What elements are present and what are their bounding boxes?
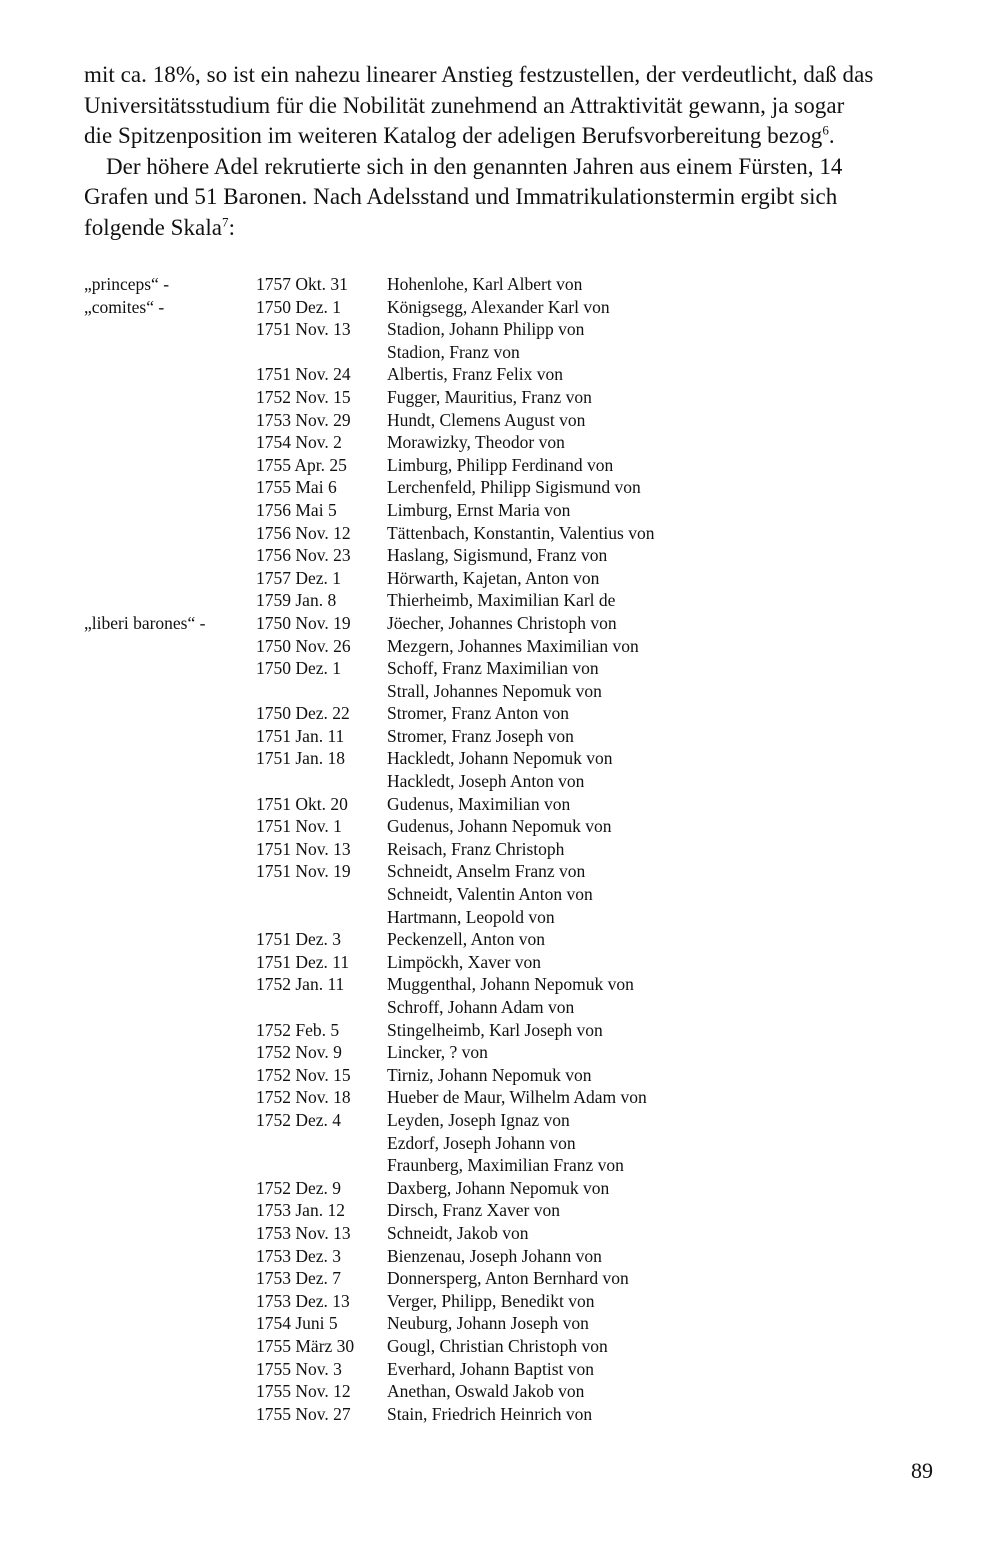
rank-label: „liberi barones“ - (84, 612, 206, 633)
matriculation-date: 1755 Nov. 12 (256, 1381, 351, 1402)
matriculation-date: 1752 Nov. 9 (256, 1042, 342, 1063)
matriculation-date: 1757 Okt. 31 (256, 274, 348, 294)
student-name: Stromer, Franz Anton von (387, 703, 570, 724)
matriculation-date: 1755 März 30 (256, 1335, 355, 1356)
student-name: Schroff, Johann Adam von (387, 997, 575, 1017)
roster-row (84, 1245, 944, 1268)
matriculation-date: 1750 Dez. 1 (256, 658, 342, 679)
roster-row (84, 838, 944, 861)
roster-row (84, 386, 944, 409)
roster-row (84, 906, 944, 929)
student-name: Dirsch, Franz Xaver von (387, 1200, 561, 1221)
roster-row (84, 567, 944, 590)
matriculation-date: 1752 Nov. 18 (256, 1087, 351, 1108)
matriculation-date: 1751 Okt. 20 (256, 793, 348, 814)
matriculation-date: 1755 Apr. 25 (256, 454, 347, 475)
student-name: Hackledt, Joseph Anton von (387, 771, 585, 792)
matriculation-date: 1753 Nov. 29 (256, 409, 351, 430)
matriculation-date: 1751 Nov. 19 (256, 861, 351, 882)
roster-row (84, 1222, 944, 1245)
student-name: Jöecher, Johannes Christoph von (387, 612, 617, 633)
matriculation-date: 1751 Dez. 11 (256, 951, 350, 972)
student-name: Daxberg, Johann Nepomuk von (387, 1177, 610, 1198)
student-name: Hartmann, Leopold von (387, 906, 555, 927)
student-name: Mezgern, Johannes Maximilian von (387, 635, 639, 656)
student-name: Donnersperg, Anton Bernhard von (387, 1268, 629, 1289)
roster-row (84, 996, 944, 1019)
student-name: Lerchenfeld, Philipp Sigismund von (387, 477, 641, 498)
matriculation-date: 1752 Feb. 5 (256, 1019, 340, 1040)
roster-row (84, 815, 944, 838)
matriculation-date: 1756 Nov. 23 (256, 545, 351, 566)
student-name: Limburg, Ernst Maria von (387, 499, 571, 520)
student-name: Schneidt, Jakob von (387, 1222, 529, 1243)
text-line: Grafen und 51 Baronen. Nach Adelsstand und Immatrikulationstermin ergibt sich (84, 184, 838, 209)
student-name: Muggenthal, Johann Nepomuk von (387, 974, 634, 995)
roster-row (84, 1109, 944, 1132)
roster-row (84, 770, 944, 793)
student-name: Gougl, Christian Christoph von (387, 1335, 608, 1356)
matriculation-date: 1752 Dez. 4 (256, 1109, 342, 1130)
matriculation-date: 1753 Nov. 13 (256, 1222, 351, 1243)
student-name: Hueber de Maur, Wilhelm Adam von (387, 1087, 647, 1108)
student-name: Thierheimb, Maximilian Karl de (387, 590, 616, 611)
student-name: Hundt, Clemens August von (387, 409, 586, 430)
student-name: Leyden, Joseph Ignaz von (387, 1109, 570, 1130)
rank-label: „comites“ - (84, 296, 165, 317)
matriculation-date: 1750 Dez. 22 (256, 703, 350, 724)
punctuation: . (828, 123, 835, 148)
student-name: Neuburg, Johann Joseph von (387, 1313, 589, 1334)
roster-row (84, 1086, 944, 1109)
student-name: Stain, Friedrich Heinrich von (387, 1403, 593, 1424)
matriculation-date: 1750 Nov. 19 (256, 612, 351, 633)
text-line: Der höhere Adel rekrutierte sich in den genannten Jahren aus einem Fürsten, 14 (106, 153, 843, 179)
matriculation-date: 1755 Nov. 27 (256, 1403, 351, 1424)
student-name: Everhard, Johann Baptist von (387, 1358, 595, 1379)
matriculation-date: 1752 Jan. 11 (256, 974, 345, 995)
roster-row (84, 951, 944, 974)
rank-label: „princeps“ - (84, 274, 170, 294)
roster-row (84, 1199, 944, 1222)
student-name: Stadion, Franz von (387, 341, 520, 362)
matriculation-date: 1753 Dez. 3 (256, 1245, 342, 1266)
matriculation-date: 1757 Dez. 1 (256, 567, 342, 588)
footnote-marker: 6 (822, 122, 829, 138)
matriculation-date: 1751 Nov. 24 (256, 364, 351, 385)
student-name: Hörwarth, Kajetan, Anton von (387, 567, 600, 588)
roster-row (84, 725, 944, 748)
roster-row (84, 273, 944, 296)
student-name: Peckenzell, Anton von (387, 929, 545, 950)
nobility-roster (84, 273, 944, 1425)
matriculation-date: 1751 Jan. 18 (256, 748, 345, 769)
roster-row (84, 1335, 944, 1358)
student-name: Stadion, Johann Philipp von (387, 319, 585, 340)
roster-row (84, 476, 944, 499)
roster-row (84, 318, 944, 341)
text-line: mit ca. 18%, so ist ein nahezu linearer Anstieg festzustellen, der verdeutlicht, daß das (84, 62, 874, 87)
roster-row (84, 409, 944, 432)
roster-row (84, 1132, 944, 1155)
student-name: Lincker, ? von (387, 1042, 488, 1063)
student-name: Limpöckh, Xaver von (387, 951, 542, 972)
student-name: Schoff, Franz Maximilian von (387, 658, 599, 679)
roster-row (84, 544, 944, 567)
text-span: die Spitzenposition im weiteren Katalog der adeligen Berufsvorbereitung bezog (84, 123, 823, 148)
roster-row (84, 635, 944, 658)
roster-row (84, 973, 944, 996)
text-line: Universitätsstudium für die Nobilität zunehmend an Attraktivität gewann, ja sogar (84, 92, 845, 118)
student-name: Hohenlohe, Karl Albert von (387, 274, 583, 294)
roster-row (84, 702, 944, 725)
student-name: Reisach, Franz Christoph (387, 838, 565, 859)
matriculation-date: 1752 Dez. 9 (256, 1177, 342, 1198)
roster-row (84, 1380, 944, 1403)
roster-row (84, 657, 944, 680)
page-number: 89 (911, 1458, 933, 1483)
roster-row (84, 1019, 944, 1042)
matriculation-date: 1751 Dez. 3 (256, 929, 342, 950)
roster-row (84, 612, 944, 635)
roster-row (84, 589, 944, 612)
matriculation-date: 1759 Jan. 8 (256, 590, 337, 611)
student-name: Fugger, Mauritius, Franz von (387, 386, 592, 407)
matriculation-date: 1752 Nov. 15 (256, 386, 351, 407)
student-name: Ezdorf, Joseph Johann von (387, 1132, 576, 1153)
roster-row (84, 1177, 944, 1200)
punctuation: : (228, 214, 236, 240)
student-name: Tirniz, Johann Nepomuk von (387, 1064, 592, 1085)
student-name: Haslang, Sigismund, Franz von (387, 545, 608, 566)
matriculation-date: 1754 Nov. 2 (256, 432, 342, 453)
roster-row (84, 928, 944, 951)
roster-row (84, 363, 944, 386)
student-name: Albertis, Franz Felix von (387, 364, 563, 385)
matriculation-date: 1754 Juni 5 (256, 1313, 338, 1334)
text-line (84, 213, 932, 244)
roster-row (84, 793, 944, 816)
matriculation-date: 1753 Jan. 12 (256, 1200, 345, 1221)
roster-row (84, 747, 944, 770)
roster-row (84, 1312, 944, 1335)
roster-row (84, 1358, 944, 1381)
roster-row (84, 883, 944, 906)
student-name: Morawizky, Theodor von (387, 432, 565, 453)
matriculation-date: 1752 Nov. 15 (256, 1064, 351, 1085)
student-name: Verger, Philipp, Benedikt von (387, 1290, 595, 1311)
student-name: Stingelheimb, Karl Joseph von (387, 1019, 603, 1040)
roster-row (84, 1041, 944, 1064)
student-name: Bienzenau, Joseph Johann von (387, 1245, 602, 1266)
student-name: Anethan, Oswald Jakob von (387, 1381, 585, 1402)
roster-row (84, 1267, 944, 1290)
roster-row (84, 522, 944, 545)
matriculation-date: 1753 Dez. 13 (256, 1290, 350, 1311)
student-name: Gudenus, Johann Nepomuk von (387, 816, 612, 837)
footnote-marker: 7 (222, 213, 229, 229)
matriculation-date: 1756 Mai 5 (256, 499, 337, 520)
matriculation-date: 1755 Nov. 3 (256, 1358, 342, 1379)
roster-row (84, 680, 944, 703)
matriculation-date: 1750 Nov. 26 (256, 635, 351, 656)
roster-row (84, 1403, 944, 1426)
roster-row (84, 1154, 944, 1177)
roster-row (84, 1290, 944, 1313)
student-name: Limburg, Philipp Ferdinand von (387, 454, 614, 475)
roster-row (84, 1064, 944, 1087)
student-name: Stromer, Franz Joseph von (387, 725, 574, 746)
matriculation-date: 1751 Nov. 13 (256, 319, 351, 340)
student-name: Gudenus, Maximilian von (387, 793, 571, 814)
roster-row (84, 296, 944, 319)
body-text (84, 60, 932, 243)
student-name: Hackledt, Johann Nepomuk von (387, 748, 613, 769)
roster-row (84, 454, 944, 477)
matriculation-date: 1755 Mai 6 (256, 477, 337, 498)
matriculation-date: 1751 Nov. 13 (256, 838, 351, 859)
student-name: Königsegg, Alexander Karl von (387, 296, 610, 317)
student-name: Fraunberg, Maximilian Franz von (387, 1155, 624, 1176)
student-name: Strall, Johannes Nepomuk von (387, 680, 602, 701)
roster-row (84, 341, 944, 364)
matriculation-date: 1751 Nov. 1 (256, 816, 342, 837)
matriculation-date: 1750 Dez. 1 (256, 296, 342, 317)
student-name: Schneidt, Valentin Anton von (387, 884, 593, 905)
matriculation-date: 1751 Jan. 11 (256, 725, 345, 746)
text-line (84, 121, 932, 152)
matriculation-date: 1756 Nov. 12 (256, 522, 351, 543)
roster-row (84, 499, 944, 522)
student-name: Schneidt, Anselm Franz von (387, 861, 586, 882)
roster-row (84, 860, 944, 883)
matriculation-date: 1753 Dez. 7 (256, 1268, 342, 1289)
student-name: Tättenbach, Konstantin, Valentius von (387, 522, 655, 543)
text-span: folgende Skala (84, 214, 223, 240)
roster-row (84, 431, 944, 454)
